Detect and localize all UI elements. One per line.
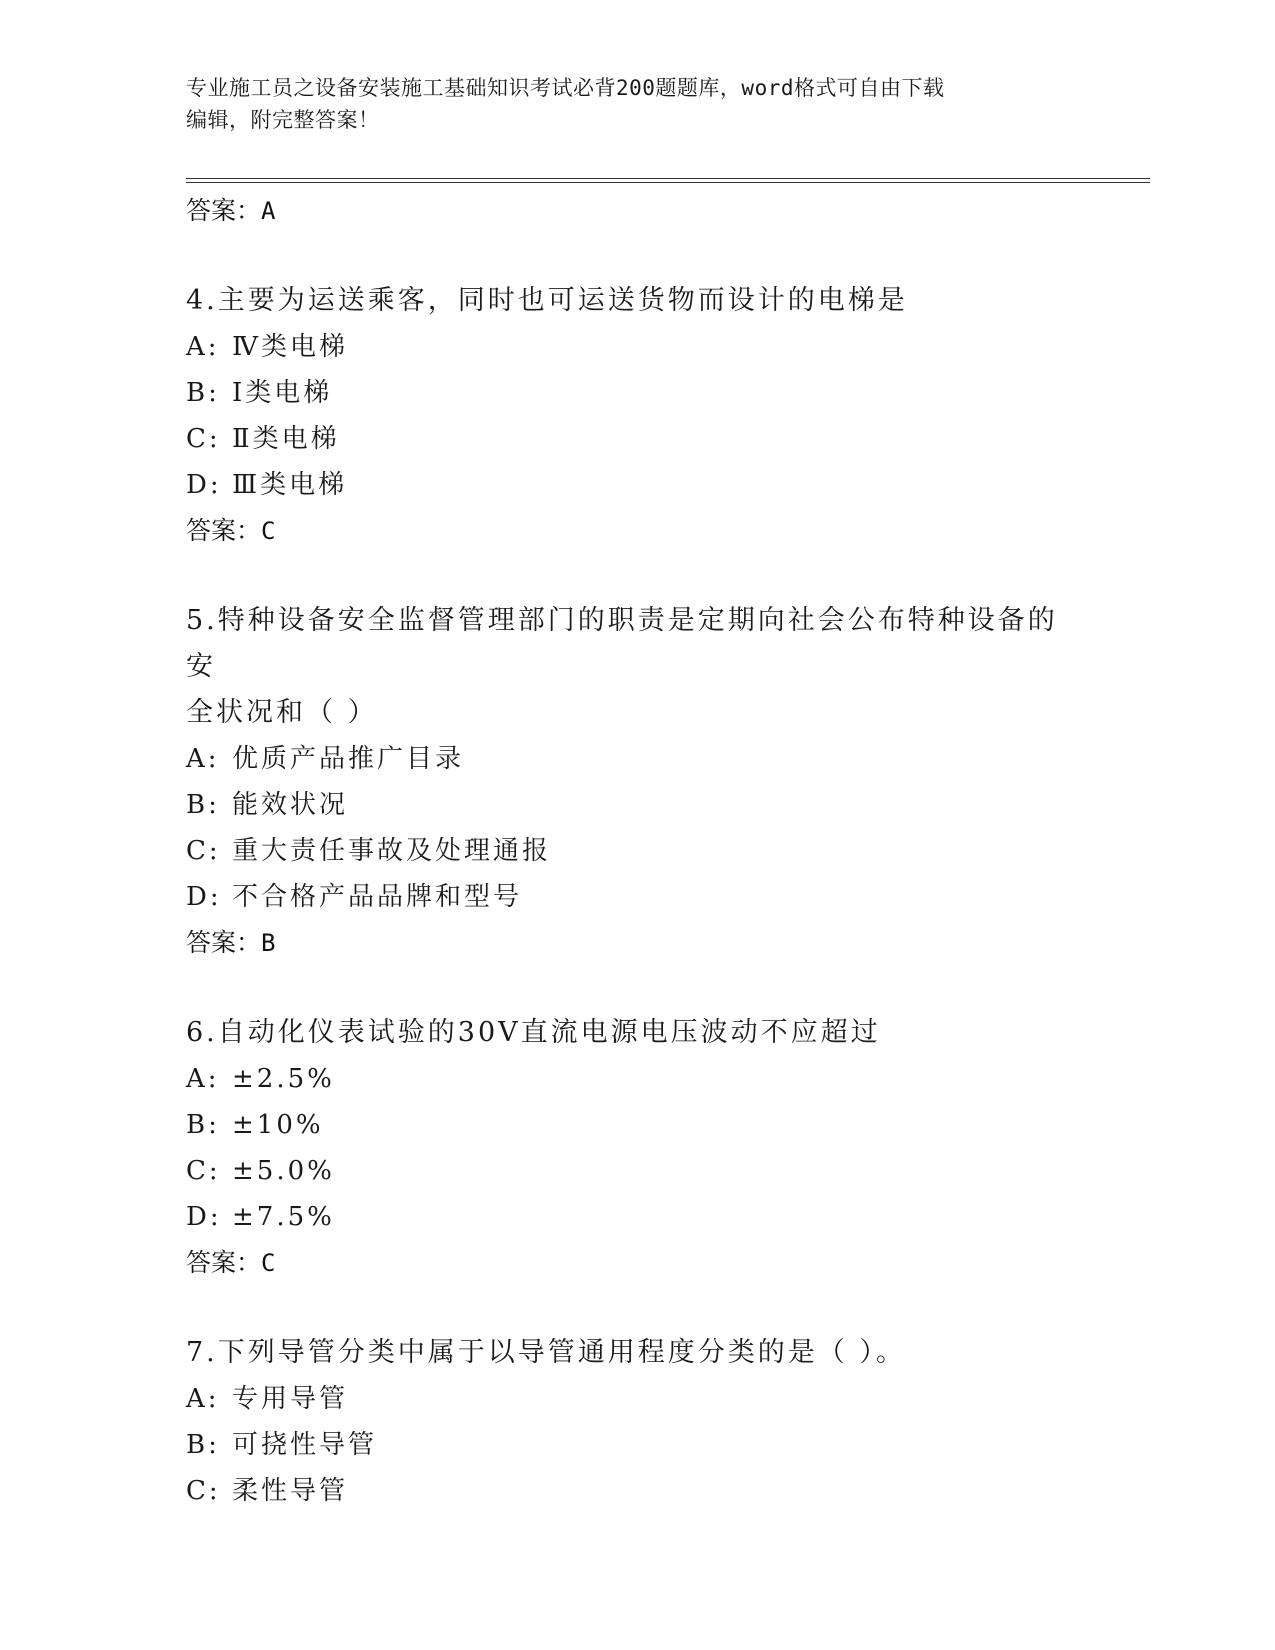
answer-value: B bbox=[261, 929, 276, 957]
header-line-1: 专业施工员之设备安装施工基础知识考试必背200题题库，word格式可自由下载 bbox=[186, 76, 945, 100]
option-key: B: bbox=[186, 1430, 220, 1460]
answer-line bbox=[186, 188, 1086, 234]
option-text: 能效状况 bbox=[232, 790, 349, 820]
option-key: A: bbox=[186, 1384, 220, 1414]
option-key: D: bbox=[186, 1202, 222, 1232]
option-text: 不合格产品品牌和型号 bbox=[232, 882, 523, 912]
option-a bbox=[186, 324, 1086, 370]
question-stem: 6.自动化仪表试验的30V直流电源电压波动不应超过 bbox=[186, 1017, 881, 1048]
question-list bbox=[186, 188, 1086, 1514]
option-text: ±5.0% bbox=[232, 1156, 335, 1186]
question-stem: 7.下列导管分类中属于以导管通用程度分类的是（ ）。 bbox=[186, 1337, 906, 1368]
option-d bbox=[186, 1194, 1086, 1240]
answer-label: 答案： bbox=[186, 196, 262, 225]
option-key: B: bbox=[186, 1110, 220, 1140]
header-line-2: 编辑，附完整答案！ bbox=[186, 108, 380, 132]
option-d bbox=[186, 874, 1086, 920]
option-a bbox=[186, 1376, 1086, 1422]
option-text: 优质产品推广目录 bbox=[232, 744, 465, 774]
option-key: D: bbox=[186, 882, 222, 912]
page-header bbox=[186, 72, 1066, 136]
answer-value: C bbox=[261, 1249, 276, 1277]
option-key: C: bbox=[186, 1476, 221, 1506]
option-c bbox=[186, 828, 1086, 874]
option-text: Ⅳ类电梯 bbox=[232, 332, 348, 362]
option-key: C: bbox=[186, 836, 221, 866]
answer-label: 答案： bbox=[186, 516, 262, 545]
option-text: ±2.5% bbox=[232, 1064, 335, 1094]
option-key: B: bbox=[186, 790, 220, 820]
option-c bbox=[186, 416, 1086, 462]
option-key: A: bbox=[186, 1064, 220, 1094]
header-divider bbox=[186, 178, 1150, 183]
option-text: 柔性导管 bbox=[232, 1476, 349, 1506]
question-stem: 5.特种设备安全监督管理部门的职责是定期向社会公布特种设备的安 bbox=[186, 605, 1058, 682]
option-text: ±7.5% bbox=[232, 1202, 335, 1232]
option-text: Ⅱ类电梯 bbox=[232, 424, 340, 454]
question-7 bbox=[186, 1330, 1086, 1514]
answer-line bbox=[186, 508, 1086, 554]
option-a bbox=[186, 736, 1086, 782]
question-5 bbox=[186, 598, 1086, 966]
option-key: B: bbox=[186, 378, 220, 408]
option-text: 专用导管 bbox=[232, 1384, 349, 1414]
option-text: 可挠性导管 bbox=[232, 1430, 378, 1460]
option-key: D: bbox=[186, 470, 222, 500]
answer-label: 答案： bbox=[186, 1248, 262, 1277]
answer-line bbox=[186, 1240, 1086, 1286]
question-4 bbox=[186, 278, 1086, 554]
answer-value: A bbox=[261, 197, 276, 225]
option-b bbox=[186, 782, 1086, 828]
option-text: Ⅲ类电梯 bbox=[232, 470, 348, 500]
question-stem: 4.主要为运送乘客，同时也可运送货物而设计的电梯是 bbox=[186, 285, 908, 316]
option-c bbox=[186, 1148, 1086, 1194]
option-d bbox=[186, 462, 1086, 508]
question-6 bbox=[186, 1010, 1086, 1286]
option-key: A: bbox=[186, 332, 220, 362]
option-text: Ⅰ类电梯 bbox=[232, 378, 333, 408]
option-text: ±10% bbox=[232, 1110, 324, 1140]
answer-label: 答案： bbox=[186, 928, 262, 957]
option-text: 重大责任事故及处理通报 bbox=[232, 836, 552, 866]
option-key: C: bbox=[186, 1156, 221, 1186]
option-a bbox=[186, 1056, 1086, 1102]
answer-line bbox=[186, 920, 1086, 966]
question-stem-continued: 全状况和（ ） bbox=[186, 697, 378, 728]
option-b bbox=[186, 1422, 1086, 1468]
option-b bbox=[186, 370, 1086, 416]
option-c bbox=[186, 1468, 1086, 1514]
answer-value: C bbox=[261, 517, 276, 545]
option-b bbox=[186, 1102, 1086, 1148]
option-key: C: bbox=[186, 424, 221, 454]
option-key: A: bbox=[186, 744, 220, 774]
